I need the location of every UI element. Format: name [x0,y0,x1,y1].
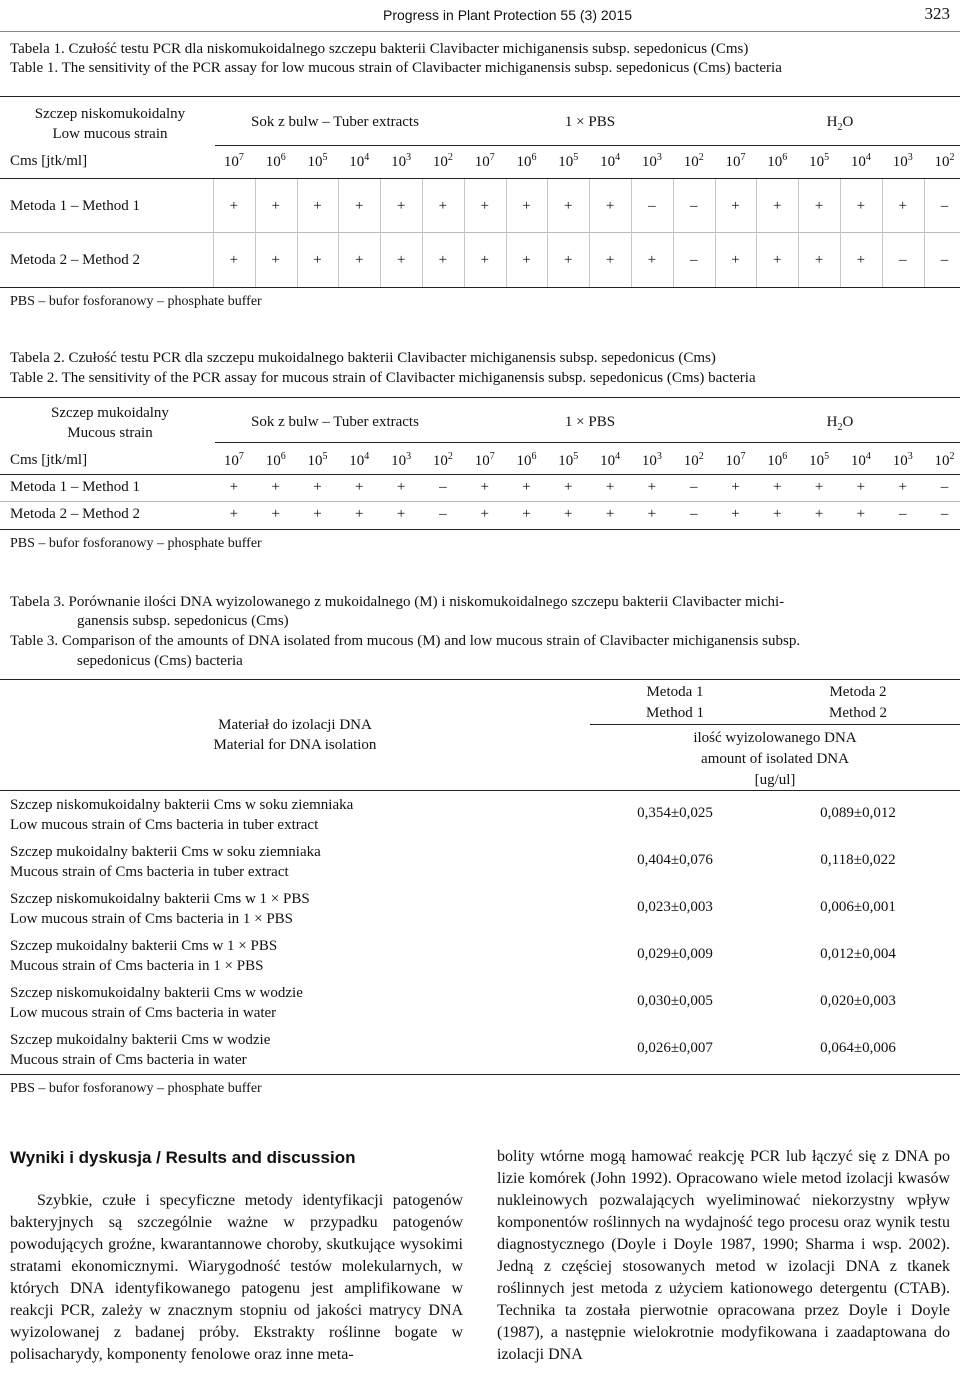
table3-row-method1-value: 0,029±0,009 [637,946,713,962]
result-cell: + [355,252,364,268]
table1-group-water [720,114,960,133]
grid-line [380,179,381,287]
result-cell: + [814,252,824,268]
table3-amount-header [590,728,960,791]
concentration-cell [840,451,882,470]
table1-caption-en: Table 1. The sensitivity of the PCR assay for low mucous strain of Clavibacter michiganensis subsp. sepedonicus (Cms) bacteria [10,60,782,76]
table3-row-method1-value: 0,023±0,003 [637,899,713,915]
table1-row1-label: Metoda 1 – Method 1 [10,198,140,214]
concentration-exponent: 2 [698,152,704,163]
result-cell: + [313,198,322,214]
table2-bottom-rule [0,529,960,530]
concentration-cell [882,152,924,171]
result-cell: + [271,506,280,522]
result-cell: + [438,252,448,268]
result-cell: + [480,479,489,495]
grid-line [547,179,548,287]
concentration-exponent: 4 [865,152,871,163]
grid-line [882,179,883,287]
result-cell: – [898,506,907,522]
result-cell: + [856,506,866,522]
grid-line [213,179,214,287]
table3-caption-en-2: sepedonicus (Cms) bacteria [77,653,243,669]
concentration-cell [631,152,673,171]
table1-bottom-rule [0,287,960,288]
table3-method2-header [773,682,943,724]
concentration-exponent: 5 [573,451,579,462]
result-cell: + [229,252,239,268]
result-cell: – [898,252,907,268]
result-cell: + [480,252,489,268]
concentration-cell [589,451,631,470]
result-cell: + [605,506,615,522]
concentration-base: 10 [641,154,657,170]
amount-pl: ilość wyizolowanego DNA [693,730,857,746]
concentration-base: 10 [474,154,490,170]
table3-row-material-pl: Szczep niskomukoidalny bakterii Cms w 1 × PBS [10,891,310,907]
concentration-cell [213,451,255,470]
concentration-base: 10 [725,453,741,469]
concentration-exponent: 2 [949,152,955,163]
table3-row-method2-value: 0,064±0,006 [820,1040,896,1056]
h-letter: H [826,114,838,130]
concentration-cell [840,152,882,171]
result-cell: + [355,198,364,214]
result-cell: + [564,506,573,522]
concentration-exponent: 6 [782,451,788,462]
concentration-exponent: 5 [322,152,328,163]
concentration-cell [380,451,422,470]
results-left-column [10,1190,463,1366]
table3-row-material [10,936,277,976]
result-cell: + [564,252,573,268]
concentration-exponent: 7 [740,152,746,163]
concentration-base: 10 [600,453,616,469]
concentration-exponent: 4 [865,451,871,462]
table1-cms-label: Cms [jtk/ml] [10,153,88,169]
concentration-base: 10 [265,453,281,469]
concentration-exponent: 4 [364,451,370,462]
concentration-cell [715,152,757,171]
concentration-base: 10 [892,453,908,469]
concentration-exponent: 7 [489,451,495,462]
concentration-base: 10 [809,453,825,469]
grid-line [715,179,716,287]
result-cell: + [814,506,824,522]
concentration-base: 10 [767,453,783,469]
concentration-base: 10 [223,154,239,170]
concentration-exponent: 7 [740,451,746,462]
table3-row-method2-value: 0,012±0,004 [820,946,896,962]
table3-row-material-pl: Szczep niskomukoidalny bakterii Cms w soku ziemniaka [10,797,354,813]
result-cell: + [480,198,489,214]
result-cell: + [898,198,907,214]
concentration-exponent: 6 [531,451,537,462]
result-cell: – [940,479,949,495]
result-cell: + [480,506,489,522]
concentration-cell [547,451,589,470]
concentration-base: 10 [600,154,616,170]
table2-group-rule [215,442,960,443]
table3-row-method2-value: 0,006±0,001 [820,899,896,915]
grid-line [422,179,423,287]
concentration-exponent: 6 [280,451,286,462]
table3-note: PBS – bufor fosforanowy – phosphate buffer [10,1081,262,1096]
result-cell: + [898,479,907,495]
result-cell: + [856,252,866,268]
header-rule [0,31,960,32]
table1-row2-label: Metoda 2 – Method 2 [10,252,140,268]
concentration-exponent: 7 [238,152,244,163]
table3-row-method2-value: 0,020±0,003 [820,993,896,1009]
table3-top-rule [0,679,960,680]
result-cell: + [313,252,322,268]
result-cell: + [647,479,657,495]
concentration-base: 10 [767,154,783,170]
concentration-exponent: 5 [824,152,830,163]
o-letter: O [842,114,854,130]
concentration-cell [506,152,548,171]
concentration-cell [715,451,757,470]
table1-group-rule [215,145,960,146]
table1-note: PBS – bufor fosforanowy – phosphate buffer [10,294,262,309]
result-cell: + [396,506,406,522]
result-cell: – [689,198,698,214]
result-cell: + [396,198,406,214]
table3-header-bottom-rule [0,790,960,791]
table3-row-method2-value: 0,089±0,012 [820,805,896,821]
result-cell: + [355,479,364,495]
result-cell: + [271,198,280,214]
concentration-exponent: 3 [406,451,412,462]
table2-header-bottom-rule [0,474,960,475]
concentration-cell [589,152,631,171]
concentration-base: 10 [892,154,908,170]
concentration-exponent: 4 [364,152,370,163]
concentration-base: 10 [307,154,323,170]
result-cell: + [564,479,573,495]
concentration-exponent: 3 [907,451,913,462]
result-cell: + [271,479,280,495]
table2-group-pbs: 1 × PBS [564,414,616,430]
amount-unit: [ug/ul] [754,772,796,788]
result-cell: + [773,252,782,268]
concentration-base: 10 [934,154,950,170]
concentration-base: 10 [223,453,239,469]
table1-group-pbs: 1 × PBS [564,114,616,130]
table1-caption-pl: Tabela 1. Czułość testu PCR dla niskomukoidalnego szczepu bakterii Clavibacter michiganensis subsp. sepedonicus (Cms) [10,41,749,57]
concentration-base: 10 [558,453,574,469]
concentration-exponent: 5 [824,451,830,462]
concentration-base: 10 [683,154,699,170]
table2-strain-en: Mucous strain [67,425,153,441]
concentration-cell [756,152,798,171]
grid-line [798,179,799,287]
h-sub: 2 [837,422,843,433]
table2-row1-label: Metoda 1 – Method 1 [10,479,140,495]
result-cell: + [773,479,782,495]
concentration-base: 10 [265,154,281,170]
h-letter: H [826,414,838,430]
concentration-base: 10 [391,154,407,170]
result-cell: + [313,479,322,495]
results-left-paragraph: Szybkie, czułe i specyficzne metody identyfikacji patogenów bakteryjnych są szczególnie ważne w przypadku patogenów powodujących groźne, kwarantannowe choroby, skutkujące wysokimi stratami ekonomicznymi. Wiarygodność testów molekularnych, w których DNA identyfikowanego patogenu jest amplifikowane w reakcji PCR, zależy w znacznym stopniu od jakości matrycy DNA wyizolowanej z badanej próby. Ekstrakty roślinne bogate w polisacharydy, komponenty fenolowe oraz inne meta- [10,1192,463,1363]
result-cell: + [647,506,657,522]
table3-caption-en-1: Table 3. Comparison of the amounts of DNA isolated from mucous (M) and low mucous strain of Clavibacter michiganensis subsp. [10,633,801,649]
table3-material-header [150,715,440,755]
concentration-cell [464,451,506,470]
table2-strain-header [10,403,210,443]
concentration-cell [297,152,339,171]
concentration-exponent: 3 [406,152,412,163]
result-cell: + [355,506,364,522]
result-cell: + [396,479,406,495]
result-cell: – [439,506,447,522]
result-cell: + [647,252,657,268]
table3-row-material-en: Mucous strain of Cms bacteria in tuber extract [10,864,289,880]
concentration-cell [255,152,297,171]
concentration-base: 10 [349,453,365,469]
concentration-exponent: 6 [782,152,788,163]
table3-row-method2-value: 0,118±0,022 [820,852,896,868]
method2-pl: Metoda 2 [829,684,887,700]
result-cell: + [731,198,740,214]
result-cell: – [689,506,698,522]
material-pl: Materiał do izolacji DNA [218,717,372,733]
table3-row-material-en: Mucous strain of Cms bacteria in water [10,1052,247,1068]
grid-line [464,179,465,287]
concentration-exponent: 4 [615,451,621,462]
table1-strain-pl: Szczep niskomukoidalny [34,106,186,122]
method1-en: Method 1 [646,705,704,721]
table1-group-tuber: Sok z bulw – Tuber extracts [251,114,419,130]
concentration-cell [506,451,548,470]
grid-line [506,179,507,287]
concentration-exponent: 7 [489,152,495,163]
concentration-exponent: 2 [447,451,453,462]
table2-note: PBS – bufor fosforanowy – phosphate buffer [10,536,262,551]
o-letter: O [842,414,854,430]
table2-cms-label: Cms [jtk/ml] [10,452,88,468]
concentration-base: 10 [809,154,825,170]
grid-line [924,179,925,287]
table2-strain-pl: Szczep mukoidalny [51,405,169,421]
table3-row-material-en: Low mucous strain of Cms bacteria in 1 × PBS [10,911,294,927]
table2-caption-pl: Tabela 2. Czułość testu PCR dla szczepu mukoidalnego bakterii Clavibacter michiganensis subsp. sepedonicus (Cms) [10,350,716,366]
result-cell: + [605,252,615,268]
concentration-base: 10 [725,154,741,170]
concentration-base: 10 [432,453,448,469]
concentration-exponent: 2 [698,451,704,462]
concentration-base: 10 [349,154,365,170]
table3-row-material [10,983,303,1023]
result-cell: + [605,479,615,495]
result-cell: + [313,506,322,522]
result-cell: + [522,252,531,268]
table1-top-rule [0,96,960,97]
table3-caption-pl-1: Tabela 3. Porównanie ilości DNA wyizolowanego z mukoidalnego (M) i niskomukoidalnego szczepu bakterii Clavibacter michi- [10,594,785,610]
results-right-paragraph: bolity wtórne mogą hamować reakcję PCR lub łączyć się z DNA po lizie komórek (John 1992). Opracowano wiele metod izolacji kwasów nukleinowych pozwalających wyeliminować niekorzystny wpływ komponentów roślinnych na wydajność tego procesu oraz wynik testu diagnostycznego (Doyle i Doyle 1987, 1990; Sharma i wsp. 2002). Jedną z częściej stosowanych metod w izolacji DNA z tkanek roślinnych jest metoda z użyciem kationowego detergentu (CTAB). Technika ta została pierwotnie opracowana przez Doyle i Doyle (1987), a następnie wielokrotnie modyfikowana i zaadaptowana do izolacji DNA [497,1148,950,1363]
concentration-exponent: 6 [280,152,286,163]
results-right-column [497,1146,950,1366]
amount-en: amount of isolated DNA [701,751,849,767]
table3-caption-pl-2: ganensis subsp. sepedonicus (Cms) [77,613,289,629]
concentration-cell [673,451,715,470]
concentration-exponent: 5 [573,152,579,163]
result-cell: + [396,252,406,268]
table3-row-method1-value: 0,026±0,007 [637,1040,713,1056]
table3-method-rule [590,724,960,725]
table3-row-material-pl: Szczep mukoidalny bakterii Cms w wodzie [10,1032,271,1048]
result-cell: – [689,252,698,268]
result-cell: + [814,198,824,214]
result-cell: + [522,479,531,495]
concentration-exponent: 4 [615,152,621,163]
concentration-cell [798,451,840,470]
concentration-cell [297,451,339,470]
result-cell: + [229,198,239,214]
concentration-exponent: 2 [447,152,453,163]
table2-top-rule [0,397,960,398]
concentration-exponent: 3 [907,152,913,163]
concentration-base: 10 [307,453,323,469]
running-header [0,4,960,24]
method2-en: Method 2 [829,705,887,721]
result-cell: – [439,479,447,495]
table2-row2-label: Metoda 2 – Method 2 [10,506,140,522]
result-cell: – [940,198,949,214]
table3-row-method1-value: 0,404±0,076 [637,852,713,868]
concentration-exponent: 7 [238,451,244,462]
table3-row-material [10,842,321,882]
result-cell: + [731,252,740,268]
result-cell: + [522,198,531,214]
concentration-cell [338,451,380,470]
concentration-base: 10 [850,154,866,170]
concentration-cell [882,451,924,470]
concentration-cell [255,451,297,470]
table2-caption-en: Table 2. The sensitivity of the PCR assay for mucous strain of Clavibacter michiganensis subsp. sepedonicus (Cms) bacteria [10,370,756,386]
result-cell: – [940,506,949,522]
concentration-exponent: 3 [656,152,662,163]
table1-header-bottom-rule [0,178,960,179]
concentration-cell [631,451,673,470]
concentration-exponent: 2 [949,451,955,462]
result-cell: – [940,252,949,268]
concentration-base: 10 [934,453,950,469]
journal-name: Progress in Plant Protection 55 (3) 2015 [383,7,633,23]
result-cell: + [731,479,740,495]
grid-line [840,179,841,287]
concentration-base: 10 [474,453,490,469]
grid-line [631,179,632,287]
concentration-cell [213,152,255,171]
method1-pl: Metoda 1 [646,684,704,700]
result-cell: – [689,479,698,495]
concentration-cell [756,451,798,470]
concentration-cell [547,152,589,171]
result-cell: + [229,479,239,495]
grid-line [338,179,339,287]
result-cell: – [648,198,656,214]
result-cell: + [773,506,782,522]
concentration-cell [464,152,506,171]
result-cell: + [605,198,615,214]
concentration-base: 10 [432,154,448,170]
table3-row-material-pl: Szczep niskomukoidalny bakterii Cms w wodzie [10,985,303,1001]
concentration-base: 10 [516,453,532,469]
concentration-cell [924,152,960,171]
concentration-base: 10 [516,154,532,170]
material-en: Material for DNA isolation [213,737,377,753]
table3-row-material [10,795,353,835]
table3-row-material-en: Mucous strain of Cms bacteria in 1 × PBS [10,958,264,974]
result-cell: + [731,506,740,522]
section-title: Wyniki i dyskusja / Results and discussion [10,1148,356,1167]
grid-line [756,179,757,287]
result-cell: + [522,506,531,522]
table3-row-material-pl: Szczep mukoidalny bakterii Cms w soku ziemniaka [10,844,321,860]
result-cell: + [814,479,824,495]
table2-group-water [720,414,960,433]
table1-strain-en: Low mucous strain [52,126,168,142]
concentration-base: 10 [391,453,407,469]
concentration-cell [338,152,380,171]
result-cell: + [856,198,866,214]
result-cell: + [856,479,866,495]
concentration-cell [798,152,840,171]
concentration-base: 10 [558,154,574,170]
table3-row-material-pl: Szczep mukoidalny bakterii Cms w 1 × PBS [10,938,278,954]
table3-row-material-en: Low mucous strain of Cms bacteria in water [10,1005,277,1021]
concentration-cell [924,451,960,470]
table1-mid-rule [0,232,960,233]
concentration-base: 10 [641,453,657,469]
page-number: 323 [924,4,950,23]
grid-line [673,179,674,287]
result-cell: + [438,198,448,214]
result-cell: + [773,198,782,214]
concentration-exponent: 6 [531,152,537,163]
table2-group-tuber: Sok z bulw – Tuber extracts [251,414,419,430]
concentration-exponent: 5 [322,451,328,462]
grid-line [589,179,590,287]
result-cell: + [564,198,573,214]
grid-line [255,179,256,287]
h-sub: 2 [837,122,843,133]
table3-method1-header [590,682,760,724]
concentration-cell [380,152,422,171]
grid-line [297,179,298,287]
table3-row-method1-value: 0,354±0,025 [637,805,713,821]
result-cell: + [271,252,280,268]
concentration-cell [673,152,715,171]
table3-row-material [10,1030,270,1070]
table1-strain-header [10,104,210,144]
result-cell: + [229,506,239,522]
table3-bottom-rule [0,1074,960,1075]
table2-mid-rule [0,501,960,502]
table3-row-material-en: Low mucous strain of Cms bacteria in tuber extract [10,817,319,833]
concentration-base: 10 [850,453,866,469]
concentration-cell [422,451,464,470]
table3-row-method1-value: 0,030±0,005 [637,993,713,1009]
concentration-cell [422,152,464,171]
table3-row-material [10,889,310,929]
concentration-exponent: 3 [656,451,662,462]
concentration-base: 10 [683,453,699,469]
